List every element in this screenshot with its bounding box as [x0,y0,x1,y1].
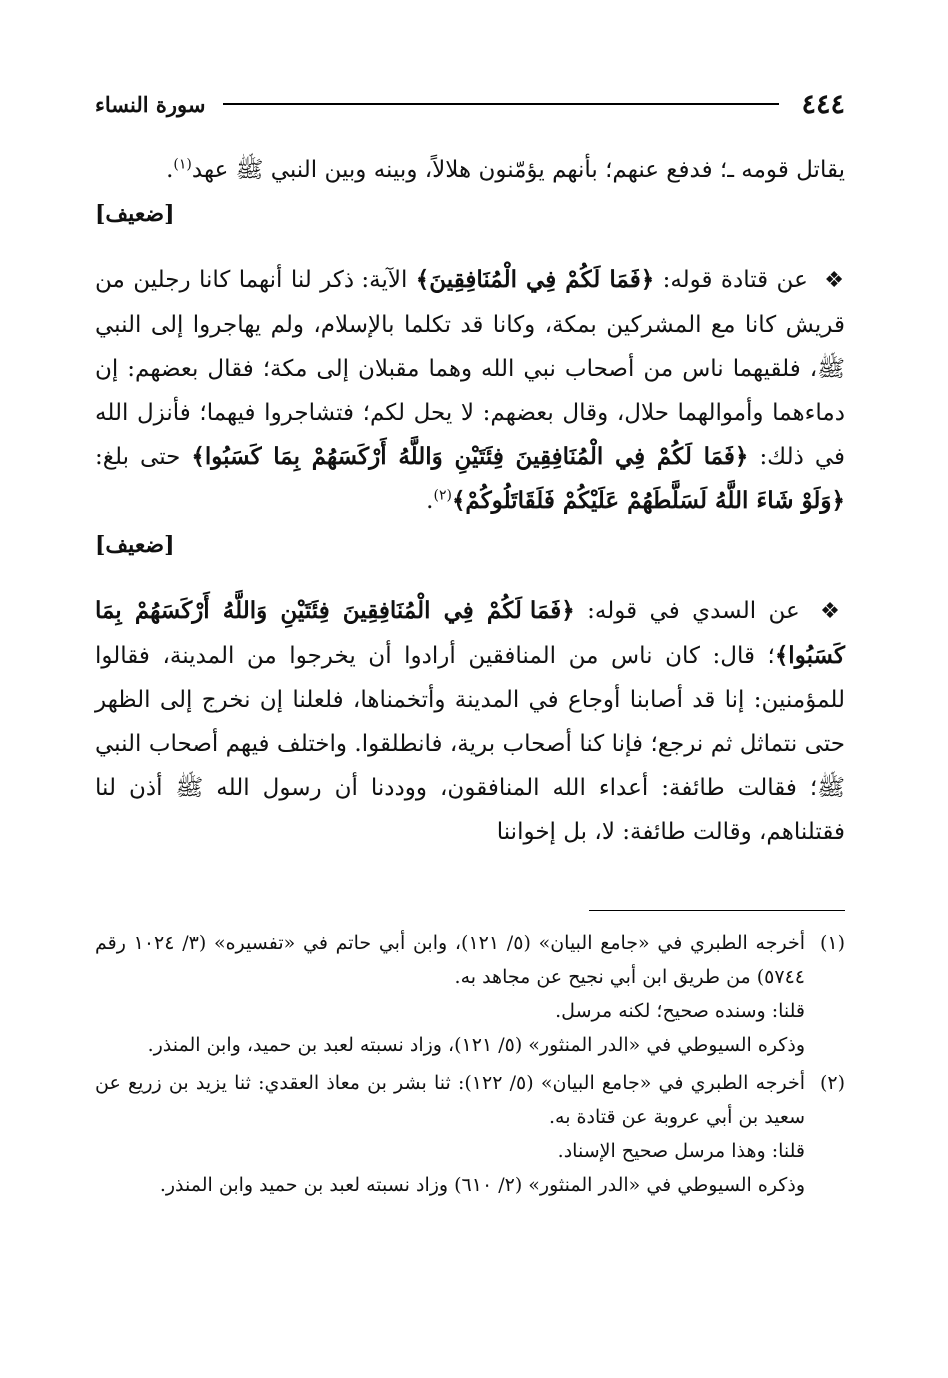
running-header [95,84,845,124]
page-number: ٤٤٤ [801,88,845,120]
footnote [95,1066,845,1202]
grade-label: [ضعيف] [95,201,175,227]
footnote-ref: (١) [173,156,192,173]
footnote-number: (٢) [819,1072,845,1094]
paragraph-text: الآية: ذكر لنا أنهما كانا رجلين من قريش كانا مع المشركين بمكة، وكانا قد تكلما بالإسلام، ولم يهاجروا إلى النبي ﷺ، فلقيهما ناس من أصحاب نبي الله وهما مقبلان إلى مكة؛ فقال بعضهم: إن دماءهما وأموالهما حلال، وقال بعضهم: لا يحل لكم؛ فتشاجروا فيهما؛ فأنزل الله في ذلك: [95,267,846,470]
footnote-number: (١) [819,932,845,954]
main-text [95,148,845,866]
paragraph-text: ؛ قال: كان ناس من المنافقين أرادوا أن يخرجوا من المدينة، فقالوا للمؤمنين: إنا قد أصابنا أوجاع في المدينة وأتخمناها، فلعلنا إن نخرج إلى الظهر حتى نتماثل ثم نرجع؛ فإنا كنا أصحاب برية، فانطلقوا. واختلف فيهم أصحاب النبي ﷺ؛ فقالت طائفة: أعداء الله المنافقون، ووددنا أن رسول الله ﷺ أذن لنا فقتلناهم، وقالت طائفة: لا، بل إخواننا [95,643,845,845]
footnote-line: وذكره السيوطي في «الدر المنثور» (٥/ ١٢١)، وزاد نسبته لعبد بن حميد، وابن المنذر. [147,1034,805,1056]
footnote [95,926,845,1062]
footnote-line: أخرجه الطبري في «جامع البيان» (٥/ ١٢٢): ثنا بشر بن معاذ العقدي: ثنا يزيد بن زريع عن سعيد بن أبي عروبة عن قتادة به. [95,1072,806,1128]
paragraph-continuation [95,148,845,236]
diamond-bullet-icon: ❖ [820,599,845,624]
footnote-line: قلنا: وهذا مرسل صحيح الإسناد. [557,1140,805,1162]
paragraph-text: يقاتل قومه ـ؛ فدفع عنهم؛ بأنهم يؤمّنون هلالاً، وبينه وبين النبي ﷺ عهد [191,157,845,183]
header-rule [223,103,779,105]
paragraph-lead: عن قتادة قوله: [662,267,808,293]
quran-quote: ﴿فَمَا لَكُمْ فِي الْمُنَافِقِينَ فِئَتَيْنِ وَاللَّهُ أَرْكَسَهُمْ بِمَا كَسَبُوا﴾ [191,443,749,470]
footnote-line: قلنا: وسنده صحيح؛ لكنه مرسل. [555,1000,805,1022]
paragraph-lead: عن السدي في قوله: [587,598,800,624]
diamond-bullet-icon: ❖ [824,268,845,293]
paragraph-text: حتى بلغ: [95,444,181,470]
surah-title: سورة النساء [95,91,206,117]
footnote-separator [589,910,845,911]
paragraph-qatada [95,258,845,567]
quran-quote: ﴿فَمَا لَكُمْ فِي الْمُنَافِقِينَ فِئَتَيْنِ وَاللَّهُ أَرْكَسَهُمْ بِمَا كَسَبُوا﴾ [95,597,845,669]
quran-quote: ﴿فَمَا لَكُمْ فِي الْمُنَافِقِينَ﴾ [415,266,655,293]
paragraph-tail: . [166,157,174,183]
paragraph-tail: . [426,488,434,514]
footnotes [95,926,845,1206]
quran-quote: ﴿وَلَوْ شَاءَ اللَّهُ لَسَلَّطَهُمْ عَلَيْكُمْ فَلَقَاتَلُوكُمْ﴾ [451,487,845,514]
footnote-ref: (٢) [433,487,452,504]
footnote-line: أخرجه الطبري في «جامع البيان» (٥/ ١٢١)، وابن أبي حاتم في «تفسيره» (٣/ ١٠٢٤ رقم ٥٧٤٤) من طريق ابن أبي نجيح عن مجاهد به. [95,932,805,988]
paragraph-suddi [95,589,845,854]
footnote-line: وذكره السيوطي في «الدر المنثور» (٢/ ٦١٠) وزاد نسبته لعبد بن حميد وابن المنذر. [159,1174,805,1196]
grade-label: [ضعيف] [95,532,175,558]
